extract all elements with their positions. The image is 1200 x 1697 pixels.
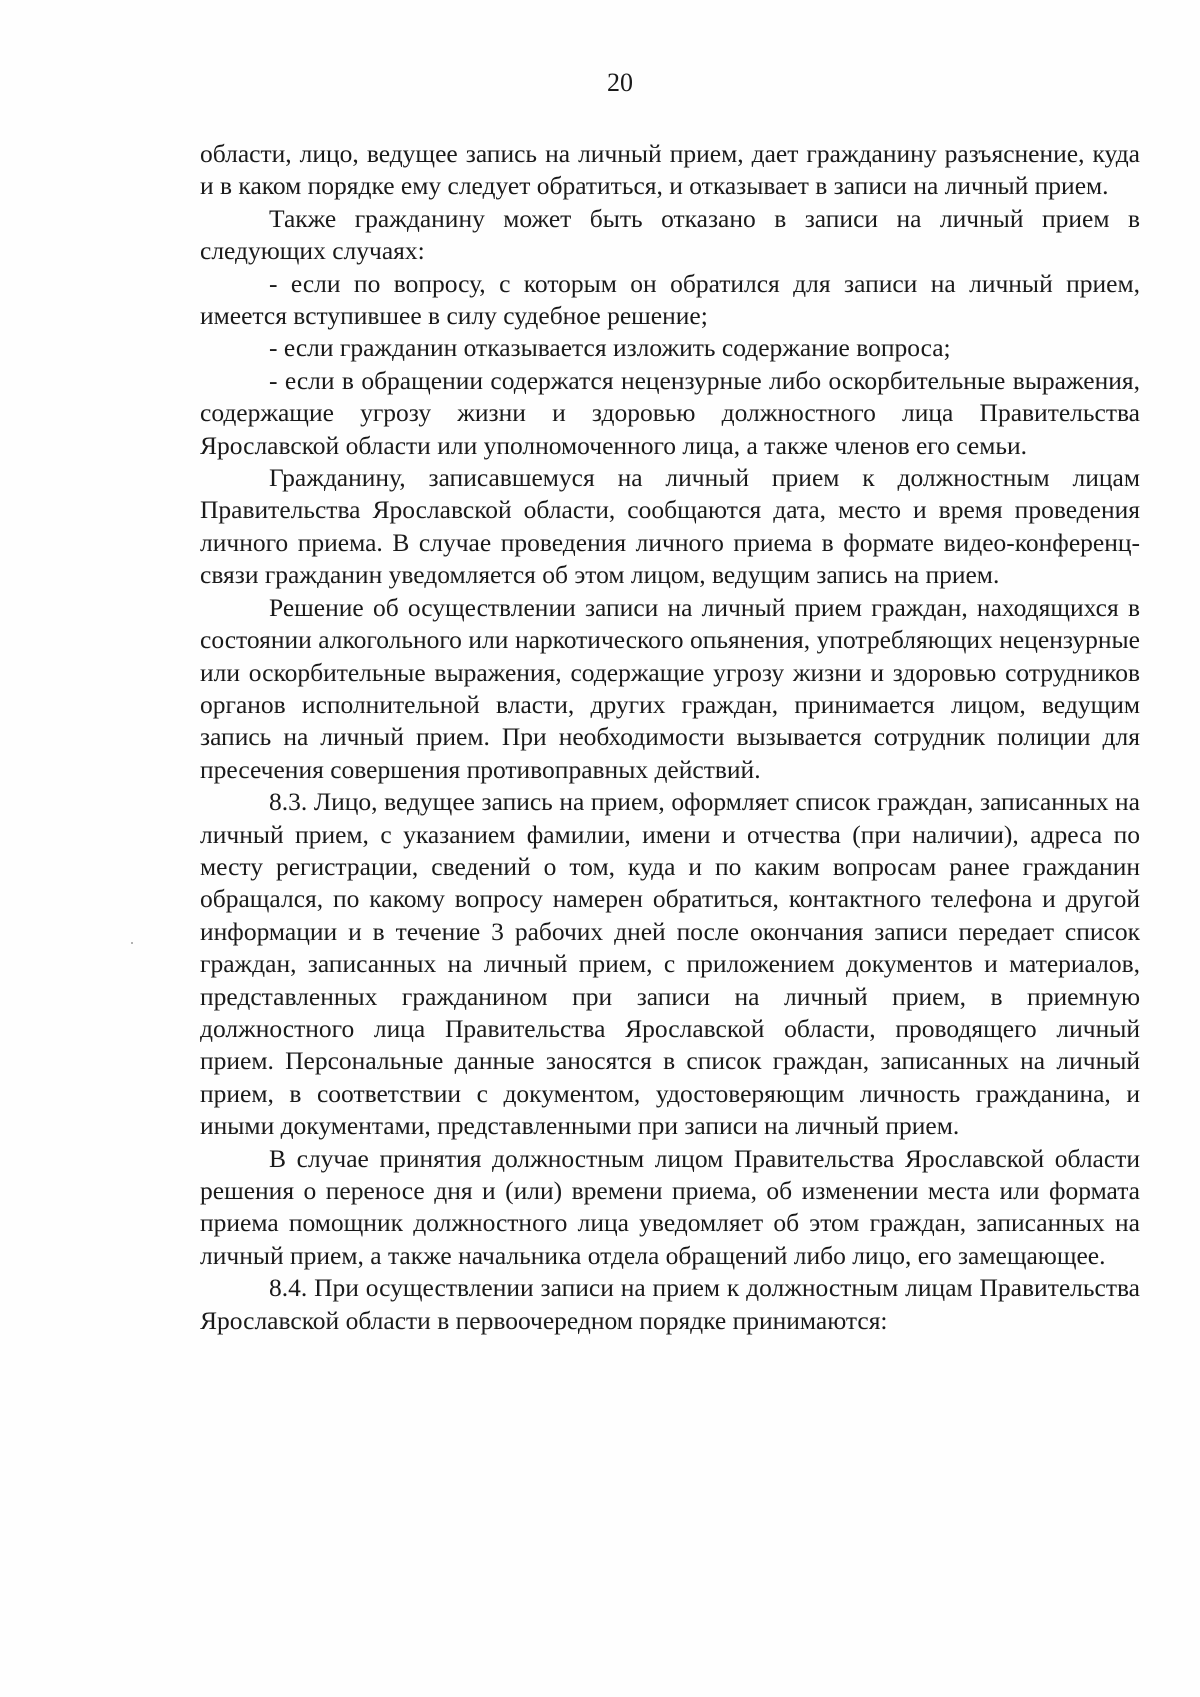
list-item: - если по вопросу, с которым он обратился для записи на личный прием, имеется вступившее в силу судебное решение; [200, 268, 1140, 331]
paragraph: Решение об осуществлении записи на личный прием граждан, находящихся в состоянии алкогольного или наркотического опьянения, употребляющих нецензурные или оскорбительные выражения, содержащие угрозу жизни и здоровью сотрудников органов исполнительной власти, других граждан, принимается лицом, ведущим запись на личный прием. При необходимости вызывается сотрудник полиции для пресечения совершения противоправных действий. [200, 592, 1140, 784]
section-8-3: 8.3. Лицо, ведущее запись на прием, оформляет список граждан, записанных на личный прием, с указанием фамилии, имени и отчества (при наличии), адреса по месту регистрации, сведений о том, куда и по каким вопросам ранее гражданин обращался, по какому вопросу намерен обратиться, контактного телефона и другой информации и в течение 3 рабочих дней после окончания записи передает список граждан, записанных на личный прием, с приложением документов и материалов, представленных гражданином при записи на личный прием, в приемную должностного лица Правительства Ярославской области, проводящего личный прием. Персональные данные заносятся в список граждан, записанных на личный прием, в соответствии с документом, удостоверяющим личность гражданина, и иными документами, представленными при записи на личный прием. [200, 787, 1140, 1141]
document-body [200, 138, 1140, 1337]
scan-artifact [131, 942, 133, 944]
paragraph: В случае принятия должностным лицом Правительства Ярославской области решения о переносе дня и (или) времени приема, об изменении места или формата приема помощник должностного лица уведомляет об этом граждан, записанных на личный прием, а также начальника отдела обращений либо лицо, его замещающее. [200, 1143, 1140, 1270]
paragraph: области, лицо, ведущее запись на личный прием, дает гражданину разъяснение, куда и в каком порядке ему следует обратиться, и отказывает в записи на личный прием. [200, 139, 1140, 201]
page-number: 20 [607, 68, 633, 97]
list-item: - если гражданин отказывается изложить содержание вопроса; [269, 333, 951, 363]
list-item: - если в обращении содержатся нецензурные либо оскорбительные выражения, содержащие угрозу жизни и здоровью должностного лица Правительства Ярославской области или уполномоченного лица, а также членов его семьи. [200, 365, 1140, 460]
paragraph: Также гражданину может быть отказано в записи на личный прием в следующих случаях: [200, 203, 1140, 266]
section-8-4: 8.4. При осуществлении записи на прием к должностным лицам Правительства Ярославской области в первоочередном порядке принимаются: [200, 1273, 1140, 1335]
paragraph: Гражданину, записавшемуся на личный прием к должностным лицам Правительства Ярославской области, сообщаются дата, место и время проведения личного приема. В случае проведения личного приема в формате видео-конференц-связи гражданин уведомляется об этом лицом, ведущим запись на прием. [200, 463, 1140, 590]
